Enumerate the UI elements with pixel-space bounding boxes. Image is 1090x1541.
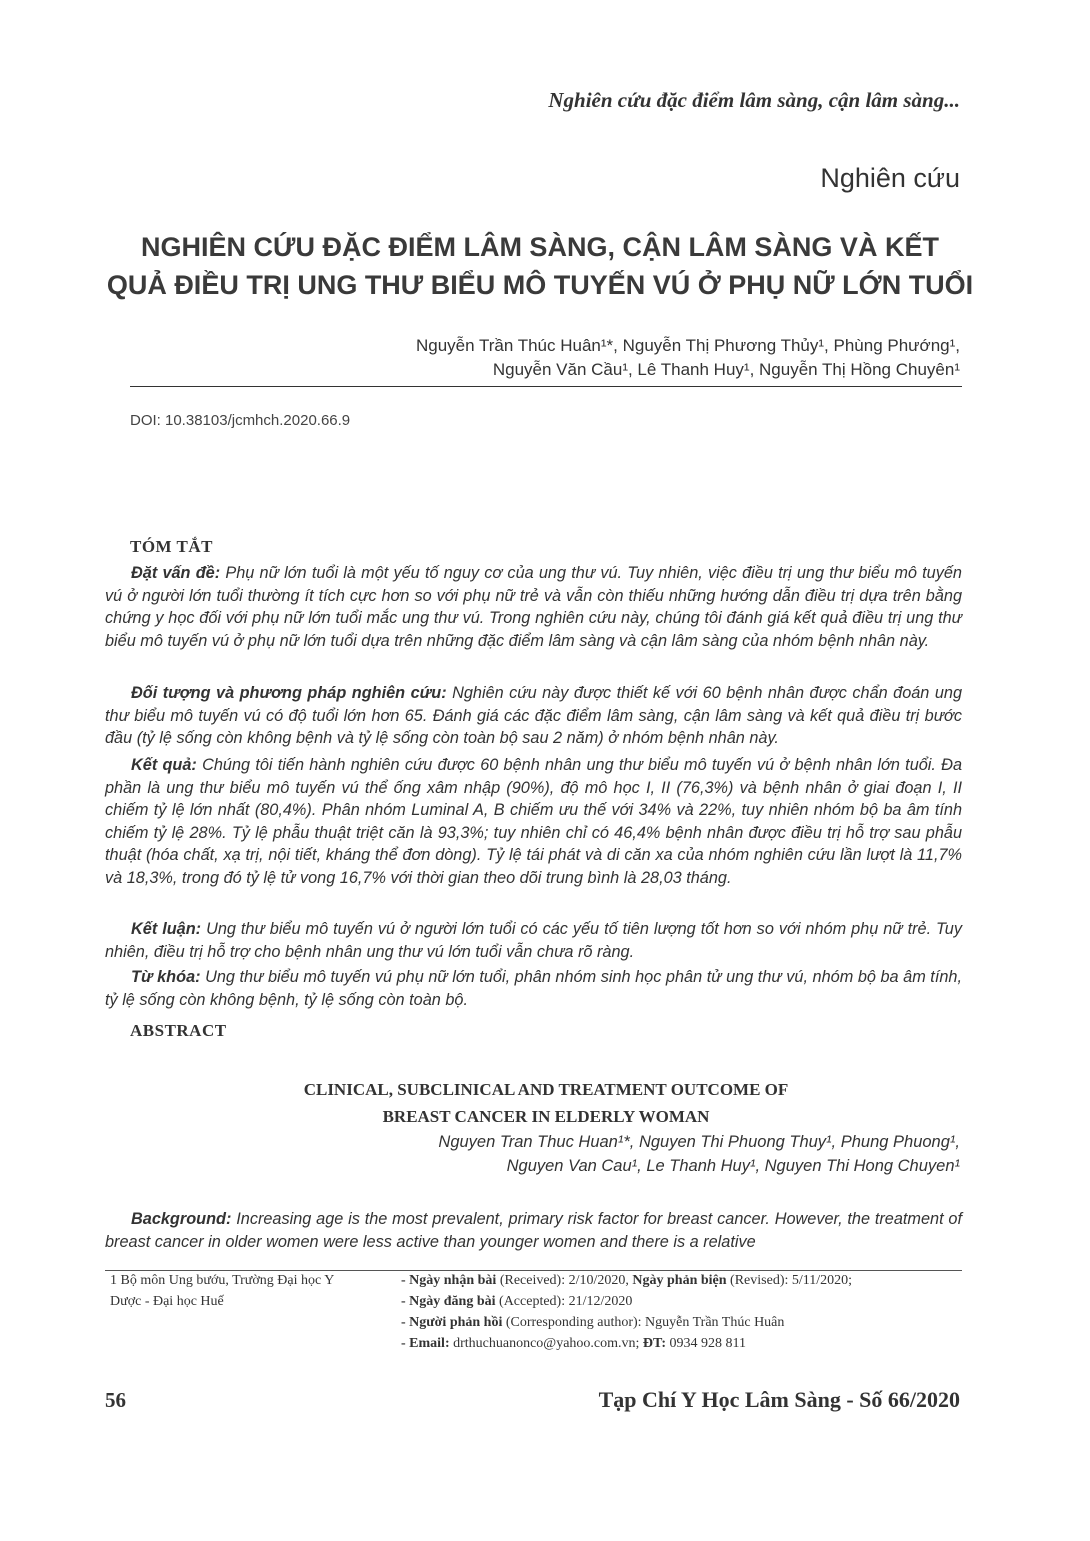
tomtat-heading: TÓM TẮT: [130, 537, 214, 556]
footnote-dates-line: [401, 1273, 852, 1289]
accepted-value: (Accepted): 21/12/2020: [499, 1294, 633, 1309]
paragraph-dat-van-de: [105, 562, 962, 652]
label-tu-khoa: Từ khóa:: [131, 968, 201, 986]
received-label: - Ngày nhận bài: [401, 1273, 497, 1288]
accepted-label: - Ngày đăng bài: [401, 1294, 496, 1309]
label-doi-tuong: Đối tượng và phương pháp nghiên cứu:: [131, 684, 447, 702]
text-ket-luan: Ung thư biểu mô tuyến vú ở người lớn tuổi có các yếu tố tiên lượng tốt hơn so với nhóm phụ nữ trẻ. Tuy nhiên, điều trị hỗ trợ cho bệnh nhân ung thư vú lớn tuổi vẫn chưa rõ ràng.: [105, 920, 962, 961]
footnote-corresponding-line: [401, 1315, 784, 1331]
text-doi-tuong: Nghiên cứu này được thiết kế với 60 bệnh nhân được chẩn đoán ung thư biểu mô tuyến vú có độ tuổi lớn hơn 65. Đánh giá các đặc điểm lâm sàng, cận lâm sàng và kết quả điều trị bước đầu (tỷ lệ sống còn không bệnh và tỷ lệ sống còn toàn bộ sau 2 năm) ở nhóm bệnh nhân này.: [105, 684, 962, 748]
article-title: [100, 228, 980, 304]
running-header: Nghiên cứu đặc điểm lâm sàng, cận lâm sàng...: [548, 88, 960, 112]
authors-vi-line-2: Nguyễn Văn Cầu¹, Lê Thanh Huy¹, Nguyễn Thị Hồng Chuyên¹: [492, 360, 960, 379]
label-dat-van-de: Đặt vấn đề:: [131, 564, 221, 582]
section-label: Nghiên cứu: [820, 163, 960, 193]
text-background: Increasing age is the most prevalent, primary risk factor for breast cancer. However, the treatment of breast cancer in older women were less active than younger women and there is a relative: [105, 1210, 962, 1251]
authors-vi-line-1: Nguyễn Trần Thúc Huân¹*, Nguyễn Thị Phương Thủy¹, Phùng Phướng¹,: [415, 336, 960, 355]
corresponding-label: - Người phản hồi: [401, 1315, 503, 1330]
english-title-line-1: CLINICAL, SUBCLINICAL AND TREATMENT OUTCOME OF: [303, 1080, 789, 1099]
email-value: drthuchuanonco@yahoo.com.vn;: [453, 1336, 640, 1351]
title-line-2: QUẢ ĐIỀU TRỊ UNG THƯ BIỂU MÔ TUYẾN VÚ Ở PHỤ NỮ LỚN TUỔI: [106, 270, 974, 300]
phone-label: ĐT:: [642, 1336, 666, 1351]
text-ket-qua: Chúng tôi tiến hành nghiên cứu được 60 bệnh nhân ung thư biểu mô tuyến vú ở bệnh nhân lớn tuổi. Đa phần là ung thư biểu mô tuyến vú thể ống xâm nhập (90%), độ mô học I, II (76,3%) và bệnh nhân ở giai đoạn I, II chiếm tỷ lệ lớn nhất (80,4%). Phân nhóm Luminal A, B chiếm ưu thế với 34% và 22%, tuy nhiên nhóm bộ ba âm tính chiếm tỷ lệ 28%. Tỷ lệ phẫu thuật triệt căn là 93,3%; tuy nhiên chỉ có 46,4% bệnh nhân được điều trị hỗ trợ sau phẫu thuật (hóa chất, xạ trị, nội tiết, kháng thể đơn dòng). Tỷ lệ tái phát và di căn xa của nhóm nghiên cứu lần lượt là 11,7% và 18,3%, trong đó tỷ lệ tử vong 16,7% với thời gian theo dõi trung bình là 28,03 tháng.: [105, 756, 962, 887]
footnote-accepted-line: [401, 1294, 632, 1310]
doi: DOI: 10.38103/jcmhch.2020.66.9: [130, 412, 351, 429]
revised-value: (Revised): 5/11/2020;: [730, 1273, 853, 1288]
label-background: Background:: [131, 1210, 232, 1228]
english-title-line-2: BREAST CANCER IN ELDERLY WOMAN: [382, 1107, 710, 1126]
paragraph-background: [105, 1208, 962, 1253]
paragraph-tu-khoa: [105, 966, 962, 1011]
author-divider: [130, 386, 962, 387]
label-ket-luan: Kết luận:: [131, 920, 202, 938]
received-value: (Received): 2/10/2020,: [499, 1273, 629, 1288]
label-ket-qua: Kết quả:: [131, 756, 197, 774]
journal-name: Tạp Chí Y Học Lâm Sàng - Số 66/2020: [598, 1387, 960, 1412]
revised-label: Ngày phản biện: [632, 1273, 727, 1288]
footnote-divider: [105, 1270, 962, 1271]
email-label: - Email:: [401, 1336, 450, 1351]
authors-en-line-1: Nguyen Tran Thuc Huan¹*, Nguyen Thi Phuong Thuy¹, Phung Phuong¹,: [438, 1133, 960, 1151]
paragraph-ket-luan: [105, 918, 962, 963]
paragraph-doi-tuong: [105, 682, 962, 750]
phone-value: 0934 928 811: [669, 1336, 746, 1351]
text-dat-van-de: Phụ nữ lớn tuổi là một yếu tố nguy cơ của ung thư vú. Tuy nhiên, việc điều trị ung thư biểu mô tuyến vú ở người lớn tuổi thường ít tích cực hơn so với phụ nữ trẻ và vẫn còn thiếu những hướng dẫn điều trị dựa trên bằng chứng y học đối với phụ nữ lớn tuổi mắc ung thư vú. Trong nghiên cứu này, chúng tôi đánh giá kết quả điều trị ung thư biểu mô tuyến vú ở phụ nữ lớn tuổi dựa trên những đặc điểm lâm sàng và cận lâm sàng của nhóm bệnh nhân này.: [105, 564, 962, 650]
affiliation-line-2: Dược - Đại học Huế: [110, 1294, 224, 1309]
authors-en-line-2: Nguyen Van Cau¹, Le Thanh Huy¹, Nguyen Thi Hong Chuyen¹: [506, 1157, 960, 1175]
footnote-contact-line: [401, 1336, 746, 1352]
abstract-heading: ABSTRACT: [130, 1021, 227, 1040]
paragraph-ket-qua: [105, 754, 962, 890]
corresponding-value: (Corresponding author): Nguyễn Trần Thúc Huân: [505, 1315, 785, 1330]
text-tu-khoa: Ung thư biểu mô tuyến vú phụ nữ lớn tuổi, phân nhóm sinh học phân tử ung thư vú, nhóm bộ ba âm tính, tỷ lệ sống còn không bệnh, tỷ lệ sống còn toàn bộ.: [105, 968, 962, 1009]
title-line-1: NGHIÊN CỨU ĐẶC ĐIỂM LÂM SÀNG, CẬN LÂM SÀNG VÀ KẾT: [141, 232, 939, 262]
page-number: 56: [105, 1388, 126, 1412]
affiliation-line-1: 1 Bộ môn Ung bướu, Trường Đại học Y: [110, 1273, 335, 1288]
